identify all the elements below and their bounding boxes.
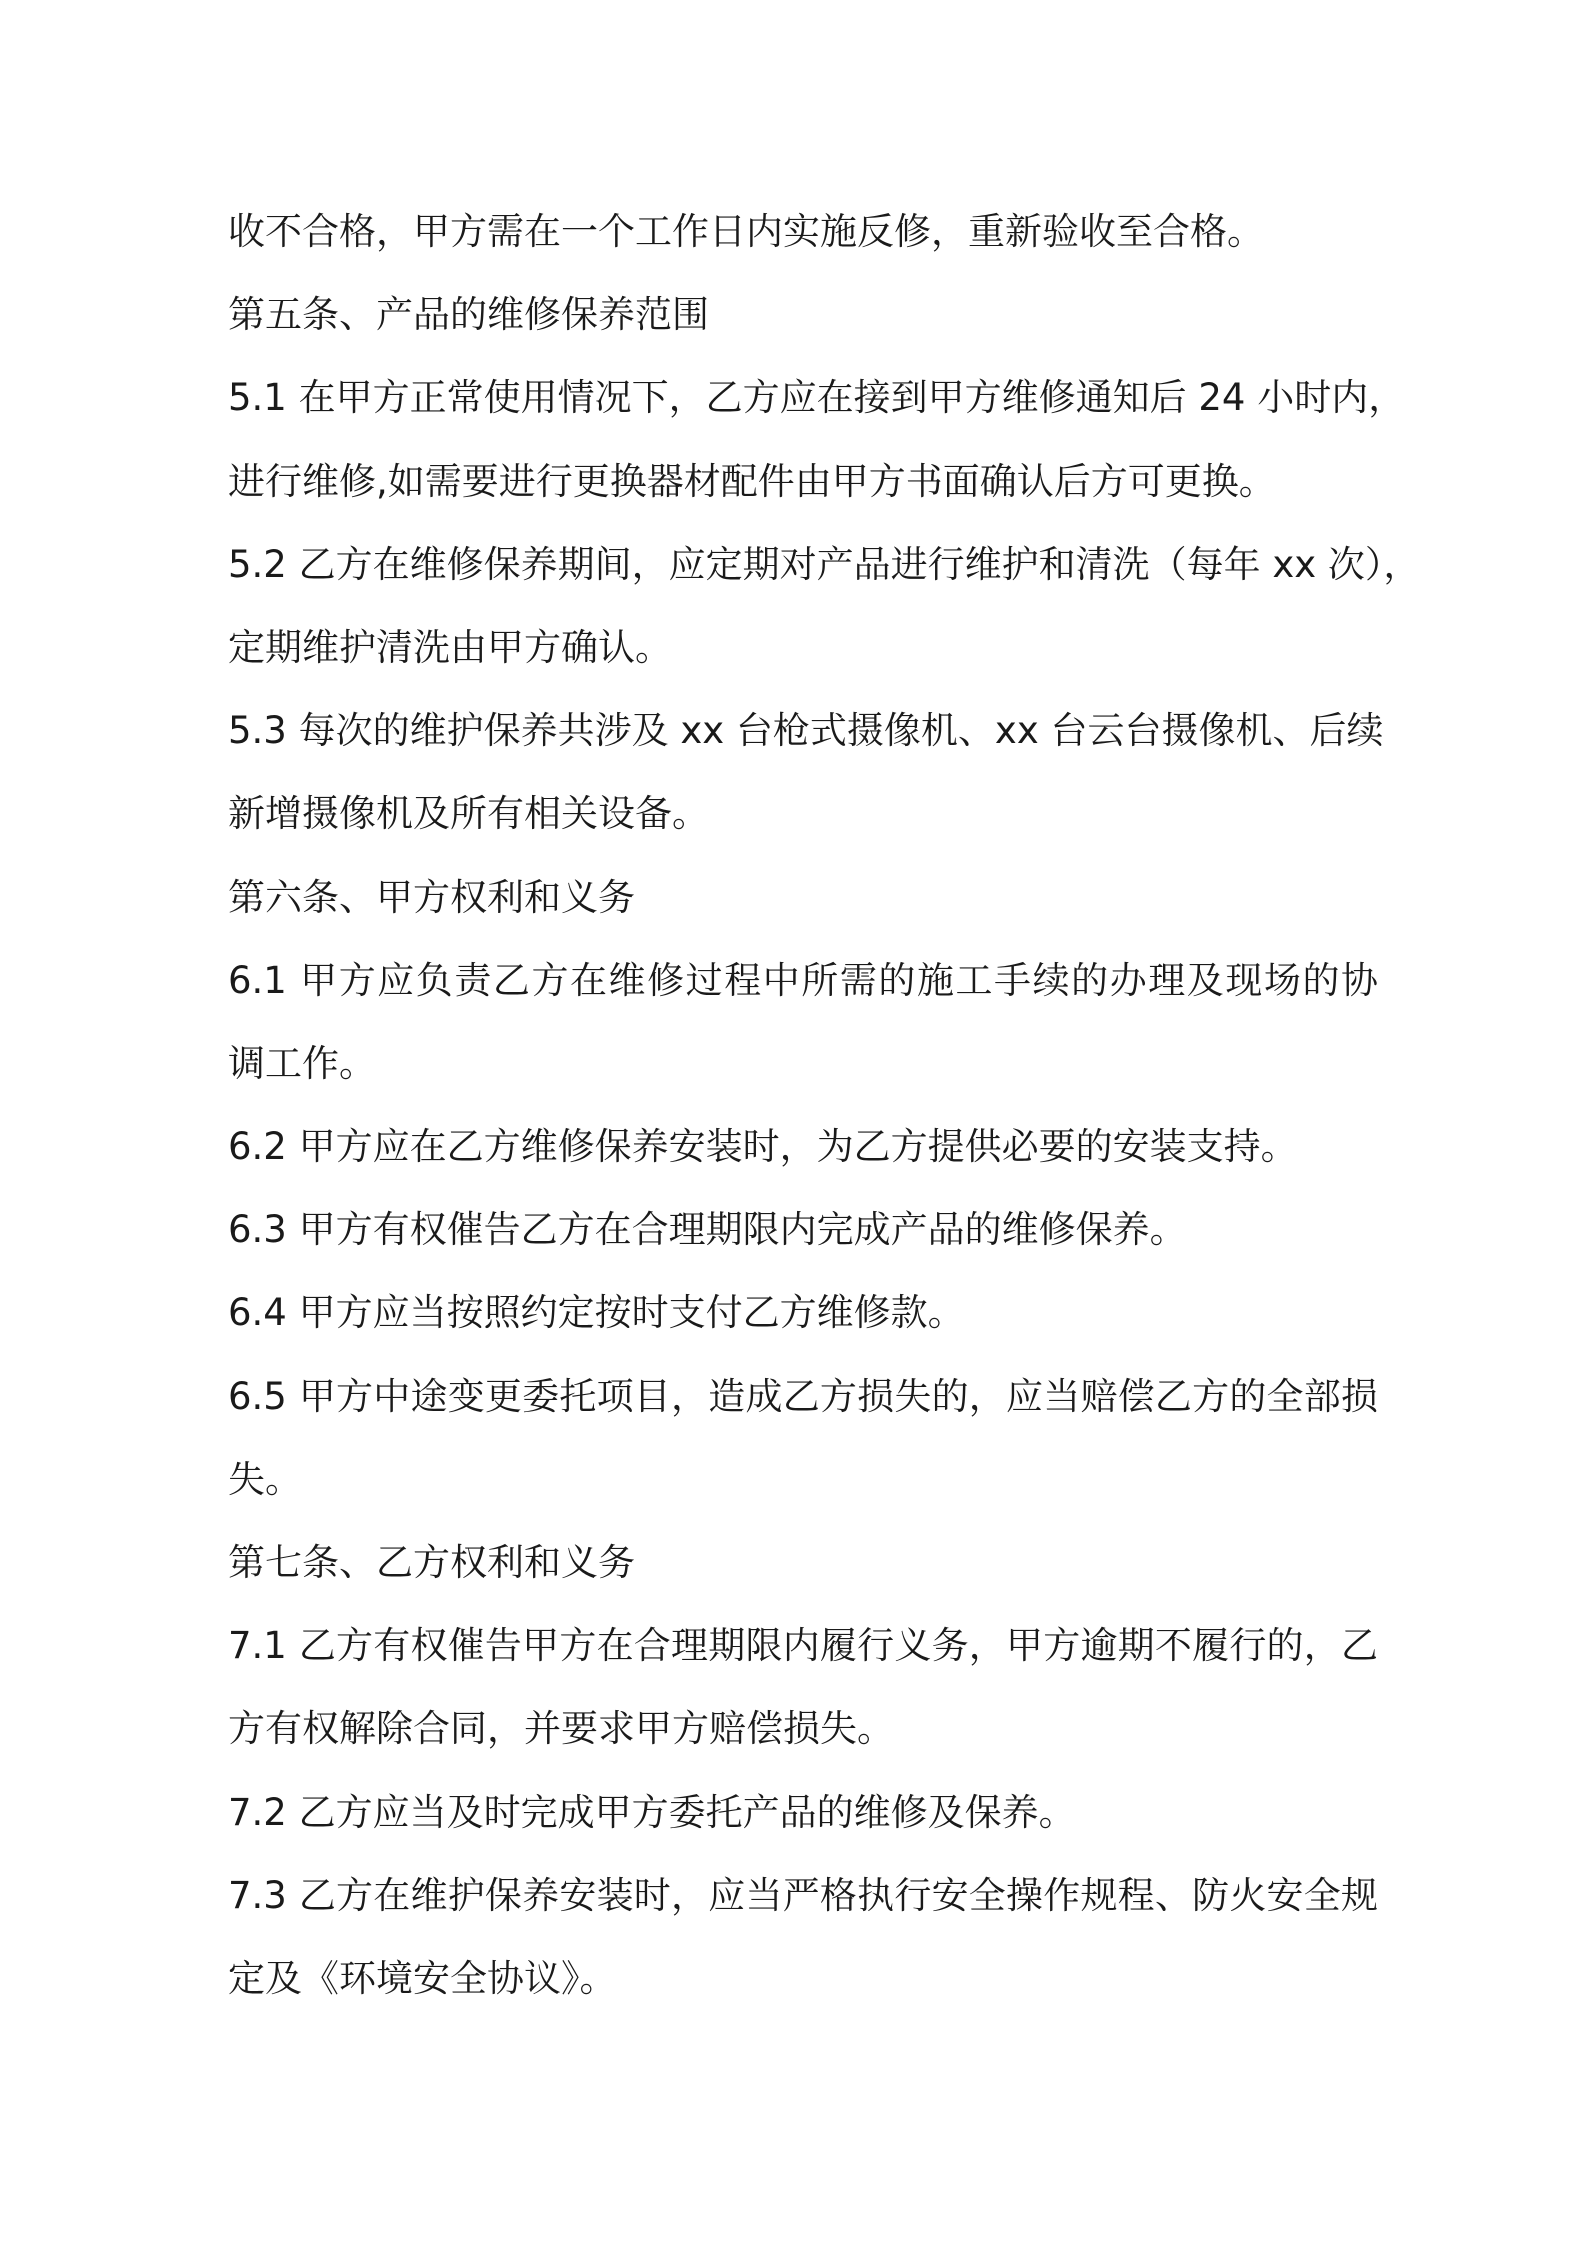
paragraph-line: 进行维修,如需要进行更换器材配件由甲方书面确认后方可更换。 bbox=[228, 459, 1276, 503]
paragraph-line: 新增摄像机及所有相关设备。 bbox=[228, 792, 709, 836]
paragraph-line: 6.2 甲方应在乙方维修保养安装时，为乙方提供必要的安装支持。 bbox=[228, 1125, 1298, 1169]
paragraph-line: 7.3 乙方在维护保养安装时，应当严格执行安全操作规程、防火安全规 bbox=[228, 1873, 1378, 1917]
paragraph-line: 调工作。 bbox=[228, 1041, 376, 1085]
paragraph-line: 5.3 每次的维护保养共涉及 xx 台枪式摄像机、xx 台云台摄像机、后续 bbox=[228, 709, 1384, 753]
paragraph-line: 方有权解除合同，并要求甲方赔偿损失。 bbox=[228, 1707, 894, 1751]
section-heading: 第七条、乙方权利和义务 bbox=[228, 1541, 635, 1584]
paragraph-line: 6.3 甲方有权催告乙方在合理期限内完成产品的维修保养。 bbox=[228, 1208, 1187, 1252]
paragraph-line: 5.2 乙方在维修保养期间，应定期对产品进行维护和清洗（每年 xx 次）， bbox=[228, 542, 1421, 586]
section-heading: 第六条、甲方权利和义务 bbox=[228, 875, 635, 919]
paragraph-line: 定期维护清洗由甲方确认。 bbox=[228, 625, 672, 669]
paragraph-line: 7.1 乙方有权催告甲方在合理期限内履行义务，甲方逾期不履行的，乙 bbox=[228, 1624, 1378, 1668]
paragraph-line: 失。 bbox=[228, 1457, 302, 1501]
paragraph-line: 收不合格，甲方需在一个工作日内实施反修，重新验收至合格。 bbox=[228, 210, 1264, 253]
paragraph-line: 6.4 甲方应当按照约定按时支付乙方维修款。 bbox=[228, 1291, 965, 1335]
document-body bbox=[228, 190, 1421, 2020]
paragraph-line: 定及《环境安全协议》。 bbox=[228, 1956, 617, 2000]
paragraph-line: 5.1 在甲方正常使用情况下，乙方应在接到甲方维修通知后 24 小时内， bbox=[228, 376, 1406, 420]
section-heading: 第五条、产品的维修保养范围 bbox=[228, 293, 709, 337]
paragraph-line: 6.5 甲方中途变更委托项目，造成乙方损失的，应当赔偿乙方的全部损 bbox=[228, 1374, 1378, 1418]
paragraph-line: 7.2 乙方应当及时完成甲方委托产品的维修及保养。 bbox=[228, 1790, 1076, 1834]
paragraph-line: 6.1 甲方应负责乙方在维修过程中所需的施工手续的办理及现场的协 bbox=[228, 958, 1378, 1002]
